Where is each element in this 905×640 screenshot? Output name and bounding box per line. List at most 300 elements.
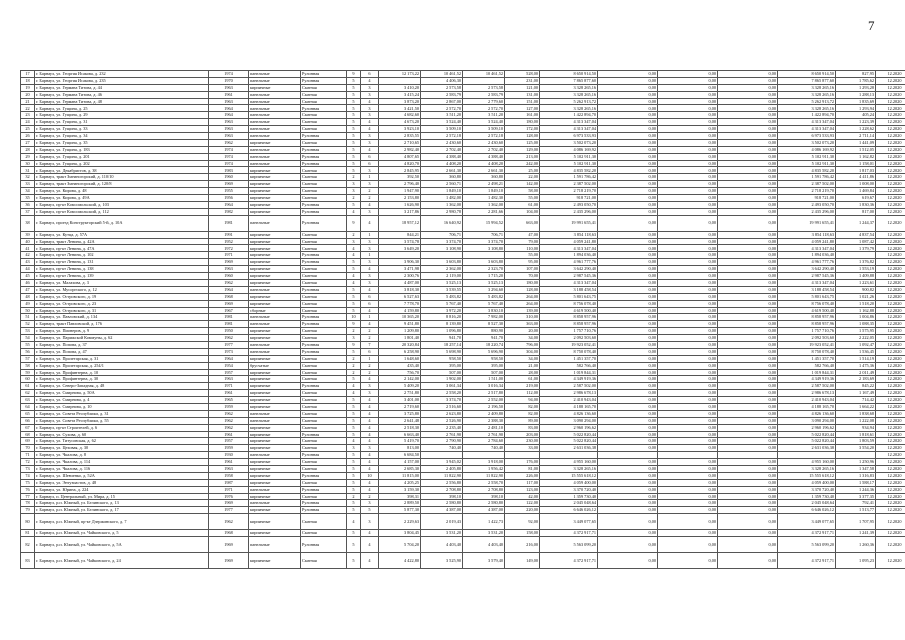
table-cell: панельные [249, 160, 301, 167]
table-cell: 4 955 160,00 [540, 459, 598, 466]
table-cell: 2 387 502,00 [778, 181, 836, 188]
table-row [21, 530, 905, 537]
table-cell: 706,71 [421, 231, 463, 238]
table-cell: 0,00 [718, 410, 778, 417]
table-cell: 60 [21, 376, 35, 383]
table-cell: 5 [347, 98, 361, 105]
table-cell: 30 [21, 160, 35, 167]
table-cell: 0,00 [658, 355, 718, 362]
table-cell: 0,00 [658, 300, 718, 307]
table-cell: Рулонная [301, 201, 347, 208]
table-cell: 0,00 [598, 383, 658, 390]
table-cell: 1962 [209, 279, 249, 286]
table-cell: 2 751,80 [379, 390, 421, 397]
table-cell: 3 [361, 445, 379, 452]
table-cell: 0,00 [718, 537, 778, 553]
table-cell: 0,00 [598, 348, 658, 355]
table-cell: Скатная [301, 417, 347, 424]
table-cell: Скатная [301, 167, 347, 174]
table-cell: Рулонная [301, 77, 347, 84]
table-cell: 0,00 [598, 300, 658, 307]
table-cell: 0,00 [658, 431, 718, 438]
table-cell: 2 711,14 [836, 133, 876, 140]
table-cell: 12.2020 [876, 98, 905, 105]
table-cell: 2 153,80 [379, 195, 421, 202]
table-cell: 12.2020 [876, 112, 905, 119]
table-cell: 0,00 [598, 355, 658, 362]
table-cell: 1957 [209, 369, 249, 376]
table-cell: Скатная [301, 266, 347, 273]
table-cell: 1 293,28 [836, 84, 876, 91]
table-cell: 5 [347, 417, 361, 424]
table-cell: 1981 [209, 321, 249, 328]
table-cell: 0,00 [718, 238, 778, 245]
table-cell: кирпичные [249, 530, 301, 537]
table-cell: 20,00 [505, 328, 540, 335]
table-cell: 0,00 [658, 91, 718, 98]
table-cell: 0,00 [598, 376, 658, 383]
table-cell: 5 [347, 201, 361, 208]
table-cell: 4 408,20 [463, 160, 505, 167]
table-cell: 12.2020 [876, 153, 905, 160]
table-cell: 1962 [209, 410, 249, 417]
table-cell: 58,00 [505, 188, 540, 195]
table-cell: 5 [347, 160, 361, 167]
table-cell: 5 563 099,20 [778, 537, 836, 553]
table-cell: 2 987 545,36 [778, 273, 836, 280]
table-cell: 1959 [209, 403, 249, 410]
table-cell: 0,00 [718, 348, 778, 355]
table-cell: 1 162,82 [836, 153, 876, 160]
table-cell: Рулонная [301, 259, 347, 266]
table-cell: 4 [361, 465, 379, 472]
table-cell: 1 514,19 [836, 355, 876, 362]
table-cell: 0,00 [718, 153, 778, 160]
table-cell: 5 [347, 126, 361, 133]
table-cell: 2 685,30 [379, 465, 421, 472]
table-cell: 0,00 [658, 403, 718, 410]
table-cell: панельные [249, 105, 301, 112]
table-cell: 1958 [209, 472, 249, 479]
table-cell: 71 [21, 452, 35, 459]
table-cell: 65 [21, 410, 35, 417]
table-cell: 0,00 [598, 174, 658, 181]
table-cell: кирпичные [249, 397, 301, 404]
table-cell: 1977 [209, 507, 249, 514]
table-cell: г. Барнаул, ул. Профинтерна, д. 30 [35, 376, 209, 383]
table-cell: 0,00 [598, 153, 658, 160]
table-cell: 3 108,80 [463, 245, 505, 252]
table-row [21, 266, 905, 273]
table-cell: г. Барнаул, пр-кт Комсомольский, д. 112 [35, 208, 209, 215]
table-cell: 1 482,00 [421, 195, 463, 202]
table-row [21, 245, 905, 252]
table-cell: 36 [21, 201, 35, 208]
table-cell: 12.2020 [876, 300, 905, 307]
table-cell: 0,00 [658, 188, 718, 195]
table-cell: 360,80 [421, 174, 463, 181]
table-cell: 3 525,13 [463, 279, 505, 286]
table-cell: 5 022 820,44 [778, 438, 836, 445]
table-cell: 0,00 [718, 341, 778, 348]
table-cell: 0,00 [658, 195, 718, 202]
table-cell: 125,00 [505, 139, 540, 146]
table-cell: г. Барнаул, ул. Юрина, д. 224 [35, 486, 209, 493]
table-row [21, 77, 905, 84]
table-row [21, 181, 905, 188]
table-cell: 81 [21, 530, 35, 537]
table-row [21, 307, 905, 314]
table-cell: Скатная [301, 293, 347, 300]
table-cell: 19 923 052,41 [540, 341, 598, 348]
table-cell: 3 509,10 [463, 126, 505, 133]
table-body [21, 71, 905, 569]
table-cell: 158,00 [505, 530, 540, 537]
table-cell: 1956 [209, 195, 249, 202]
table-cell: 1 223,39 [836, 119, 876, 126]
table-cell: 395,00 [463, 362, 505, 369]
table-cell: 2 583,79 [421, 91, 463, 98]
table-cell: 6 646 026,12 [778, 507, 836, 514]
table-cell: 4 349 919,36 [778, 376, 836, 383]
table-cell: Рулонная [301, 383, 347, 390]
table-cell: 75 [21, 479, 35, 486]
table-cell: 33,00 [505, 445, 540, 452]
table-cell: 9 [347, 341, 361, 348]
table-cell: 12.2020 [876, 286, 905, 293]
table-cell: 4 826 136,60 [540, 410, 598, 417]
table-cell: 3 449 077,65 [540, 514, 598, 530]
table-cell: 3 421,50 [379, 105, 421, 112]
table-cell: 6 [361, 153, 379, 160]
table-cell: 3 374,70 [421, 397, 463, 404]
table-cell: 172,00 [505, 126, 540, 133]
table-cell: 5 [347, 537, 361, 553]
table-cell: кирпичные [249, 300, 301, 307]
table-cell: 161,00 [505, 112, 540, 119]
table-cell: 1 095,23 [836, 553, 876, 569]
table-cell: панельные [249, 500, 301, 507]
table-cell: Скатная [301, 514, 347, 530]
table-cell: кирпичные [249, 208, 301, 215]
table-cell: 2 045 048,64 [540, 500, 598, 507]
table-cell: 0,00 [598, 530, 658, 537]
table-cell [540, 452, 598, 459]
table-cell: 1963 [209, 98, 249, 105]
table-row [21, 105, 905, 112]
table-cell: 142,00 [505, 181, 540, 188]
table-row [21, 259, 905, 266]
table-cell: 1 475,36 [836, 362, 876, 369]
table-cell: Рулонная [301, 215, 347, 231]
table-cell: 37 [21, 208, 35, 215]
table-row [21, 314, 905, 321]
table-cell: 4 422,80 [379, 553, 421, 569]
table-cell: Скатная [301, 362, 347, 369]
table-cell: 3 090 294,00 [778, 417, 836, 424]
table-cell: 6 973 533,93 [778, 133, 836, 140]
table-cell: 0,00 [658, 307, 718, 314]
table-cell: 3 539,55 [421, 286, 463, 293]
table-cell: 398,10 [463, 493, 505, 500]
table-cell: 1 575,95 [836, 328, 876, 335]
table-cell: Скатная [301, 438, 347, 445]
table-cell: 0,00 [658, 231, 718, 238]
table-cell: 12.2020 [876, 245, 905, 252]
table-cell: 4 313 347,04 [778, 126, 836, 133]
table-cell: г. Барнаул, ул. Совета Республики, д. 31 [35, 410, 209, 417]
table-cell: 4 835 582,20 [540, 167, 598, 174]
table-cell: 44 [21, 266, 35, 273]
table-cell: кирпичные [249, 279, 301, 286]
table-cell: панельные [249, 215, 301, 231]
table-cell: 0,00 [718, 500, 778, 507]
table-cell: 0,00 [718, 459, 778, 466]
table-cell: 7 865 877,60 [778, 77, 836, 84]
table-cell: 4 157,00 [379, 459, 421, 466]
table-cell: 1 223,61 [836, 279, 876, 286]
table-cell: Скатная [301, 307, 347, 314]
table-cell: 52 [21, 321, 35, 328]
table-cell: 80 [21, 514, 35, 530]
table-cell: 1962 [209, 139, 249, 146]
table-cell: 61,00 [505, 376, 540, 383]
table-cell: 12.2020 [876, 139, 905, 146]
table-cell: 1 838,68 [836, 410, 876, 417]
table-cell: 0,00 [658, 553, 718, 569]
table-cell: 0,00 [658, 335, 718, 342]
table-cell: кирпичные [249, 472, 301, 479]
table-cell: 5 [347, 286, 361, 293]
table-cell: 22,00 [505, 174, 540, 181]
table-cell: 2 560,71 [421, 181, 463, 188]
table-cell: 0,00 [598, 410, 658, 417]
table-cell: 1954 [209, 362, 249, 369]
table-cell: 1 902,00 [421, 376, 463, 383]
table-cell: 1981 [209, 215, 249, 231]
table-row [21, 472, 905, 479]
table-cell: 4 372 917,71 [540, 553, 598, 569]
table-cell [421, 252, 463, 259]
table-cell: 0,00 [718, 119, 778, 126]
table-cell: 7 982,00 [463, 314, 505, 321]
table-row [21, 383, 905, 390]
table-cell: 6 [361, 71, 379, 78]
table-cell: 1974 [209, 153, 249, 160]
table-cell: 1 [361, 314, 379, 321]
table-cell: 2 702,40 [463, 146, 505, 153]
table-cell: 0,00 [598, 417, 658, 424]
table-cell: 0,00 [658, 390, 718, 397]
table-cell: 6 527,63 [379, 293, 421, 300]
table-cell: 3 873,20 [379, 98, 421, 105]
table-cell: 0,00 [658, 479, 718, 486]
table-cell: 1 707,95 [836, 514, 876, 530]
table-cell: 4 159,80 [379, 307, 421, 314]
table-cell: 1 591 786,42 [778, 174, 836, 181]
table-cell: 1 511,00 [463, 376, 505, 383]
table-cell: 5 767,40 [463, 300, 505, 307]
table-cell: 3 217,86 [379, 208, 421, 215]
table-cell: 0,00 [658, 208, 718, 215]
table-cell: 0,00 [718, 126, 778, 133]
table-cell: 4 313 347,04 [540, 245, 598, 252]
table-cell: Рулонная [301, 160, 347, 167]
table-cell: 74 [21, 472, 35, 479]
table-cell: 1973 [209, 348, 249, 355]
table-cell: 3 [361, 139, 379, 146]
table-cell: 176,00 [505, 459, 540, 466]
table-cell: 0,00 [718, 397, 778, 404]
table-cell: 12.2020 [876, 314, 905, 321]
table-cell: 0,00 [718, 259, 778, 266]
table-cell: 12.2020 [876, 266, 905, 273]
table-cell: 12.2020 [876, 465, 905, 472]
table-cell: кирпичные [249, 174, 301, 181]
table-row [21, 231, 905, 238]
table-row [21, 410, 905, 417]
table-cell: 4 349 919,36 [540, 376, 598, 383]
table-cell: 5 704,20 [379, 537, 421, 553]
table-cell: 5 102 911,30 [778, 160, 836, 167]
table-cell: 4 059 241,80 [778, 238, 836, 245]
table-cell: 12.2020 [876, 397, 905, 404]
table-cell: 3 603,80 [463, 259, 505, 266]
table-cell: 4 [361, 146, 379, 153]
table-cell: 4 [361, 397, 379, 404]
table-cell: 0,00 [598, 273, 658, 280]
table-cell: 363,00 [505, 321, 540, 328]
table-cell: 2 019,43 [421, 514, 463, 530]
table-cell: 12.2020 [876, 369, 905, 376]
table-row [21, 208, 905, 215]
table-row [21, 341, 905, 348]
table-cell: г. Барнаул, тракт Змеиногорский, д. 120/8 [35, 181, 209, 188]
table-cell: 4 372 917,71 [540, 530, 598, 537]
table-cell: 230,00 [505, 438, 540, 445]
table-cell: 0,00 [598, 500, 658, 507]
table-cell: 2 405,80 [421, 465, 463, 472]
table-cell: кирпичные [249, 369, 301, 376]
table-cell: 0,00 [718, 105, 778, 112]
table-cell: 0,00 [658, 417, 718, 424]
table-cell: 2 631 036,38 [778, 445, 836, 452]
table-cell: 0,00 [658, 126, 718, 133]
table-cell: 0,00 [598, 259, 658, 266]
table-cell: 3 370 720,40 [540, 486, 598, 493]
table-cell: 1 409,88 [836, 273, 876, 280]
table-row [21, 507, 905, 514]
table-cell: 0,00 [598, 328, 658, 335]
table-cell: 3 854 118,63 [778, 231, 836, 238]
table-cell: 12.2020 [876, 84, 905, 91]
table-cell: 0,00 [718, 553, 778, 569]
table-cell: кирпичные [249, 355, 301, 362]
table-cell: 4 961 777,76 [778, 259, 836, 266]
table-cell: г. Барнаул, ул. Гущина, д. 25 [35, 105, 209, 112]
table-cell: 4 387,00 [421, 507, 463, 514]
table-cell: 0,00 [658, 500, 718, 507]
table-cell: Скатная [301, 91, 347, 98]
table-cell: 0,00 [718, 273, 778, 280]
table-cell: 1974 [209, 71, 249, 78]
table-cell: 0,00 [658, 530, 718, 537]
table-cell: 5 262 913,72 [778, 98, 836, 105]
table-cell: Рулонная [301, 537, 347, 553]
table-cell: 0,00 [718, 383, 778, 390]
table-row [21, 119, 905, 126]
table-cell: 0,00 [718, 133, 778, 140]
table-cell: 9 [347, 215, 361, 231]
table-cell: 4 086 169,92 [778, 146, 836, 153]
table-cell: г. Барнаул, р.п. Южный, ул. Чайковского, д. 24 [35, 553, 209, 569]
table-cell: 0,00 [598, 208, 658, 215]
table-cell: 5 877,30 [379, 507, 421, 514]
table-cell: 5 [347, 105, 361, 112]
table-cell: 0,00 [718, 314, 778, 321]
table-cell: 5 [347, 77, 361, 84]
table-cell: 1968 [209, 293, 249, 300]
table-cell: Скатная [301, 119, 347, 126]
table-cell: 4 188 165,70 [540, 403, 598, 410]
table-cell: 12.2020 [876, 77, 905, 84]
table-cell: 10 461,52 [421, 71, 463, 78]
table-cell: 4 807,65 [379, 153, 421, 160]
table-cell: 0,00 [658, 445, 718, 452]
table-cell: г. Барнаул, р.п. Южный, ул. Чайковского, д. 5А [35, 537, 209, 553]
table-cell: Рулонная [301, 341, 347, 348]
table-cell: Рулонная [301, 208, 347, 215]
table-row [21, 424, 905, 431]
table-cell: 1 648,60 [379, 355, 421, 362]
table-cell: 2 323,70 [463, 266, 505, 273]
table-cell: г. Барнаул, ул. Смирнова, д. 4 [35, 397, 209, 404]
table-cell: 12.2020 [876, 341, 905, 348]
table-cell: г. Барнаул, ул. Кирова, д. 48 [35, 188, 209, 195]
table-cell: Скатная [301, 98, 347, 105]
table-cell: 0,00 [598, 98, 658, 105]
table-cell: 1 209,80 [379, 328, 421, 335]
table-cell: 0,00 [718, 231, 778, 238]
table-cell: 2 779,60 [463, 98, 505, 105]
table-cell: 5 [347, 293, 361, 300]
table-cell: 0,00 [718, 208, 778, 215]
table-cell: 3 818,30 [379, 286, 421, 293]
table-cell: 4 [361, 403, 379, 410]
table-cell: Скатная [301, 424, 347, 431]
table-cell: 0,00 [598, 238, 658, 245]
table-cell: Скатная [301, 279, 347, 286]
table-cell: 3 923,10 [379, 126, 421, 133]
table-cell: 3 370 720,40 [778, 486, 836, 493]
table-cell: 3 830,10 [463, 307, 505, 314]
table-cell: 6 [361, 160, 379, 167]
table-cell: 2 196,50 [463, 403, 505, 410]
table-cell: 3 854 118,63 [540, 231, 598, 238]
table-cell: г. Барнаул, ул. Островского, д. 19 [35, 293, 209, 300]
table-cell: 1 469,84 [836, 188, 876, 195]
table-cell: 25 [21, 126, 35, 133]
table-cell: 2 986 678,13 [778, 390, 836, 397]
table-cell: 63 [21, 397, 35, 404]
table-cell: 0,00 [598, 160, 658, 167]
table-cell: кирпичные [249, 84, 301, 91]
table-cell: 0,00 [598, 91, 658, 98]
table-cell: 2 [361, 369, 379, 376]
table-cell: 12.2020 [876, 133, 905, 140]
table-cell: 5 022 820,44 [540, 431, 598, 438]
table-cell: 0,00 [718, 266, 778, 273]
